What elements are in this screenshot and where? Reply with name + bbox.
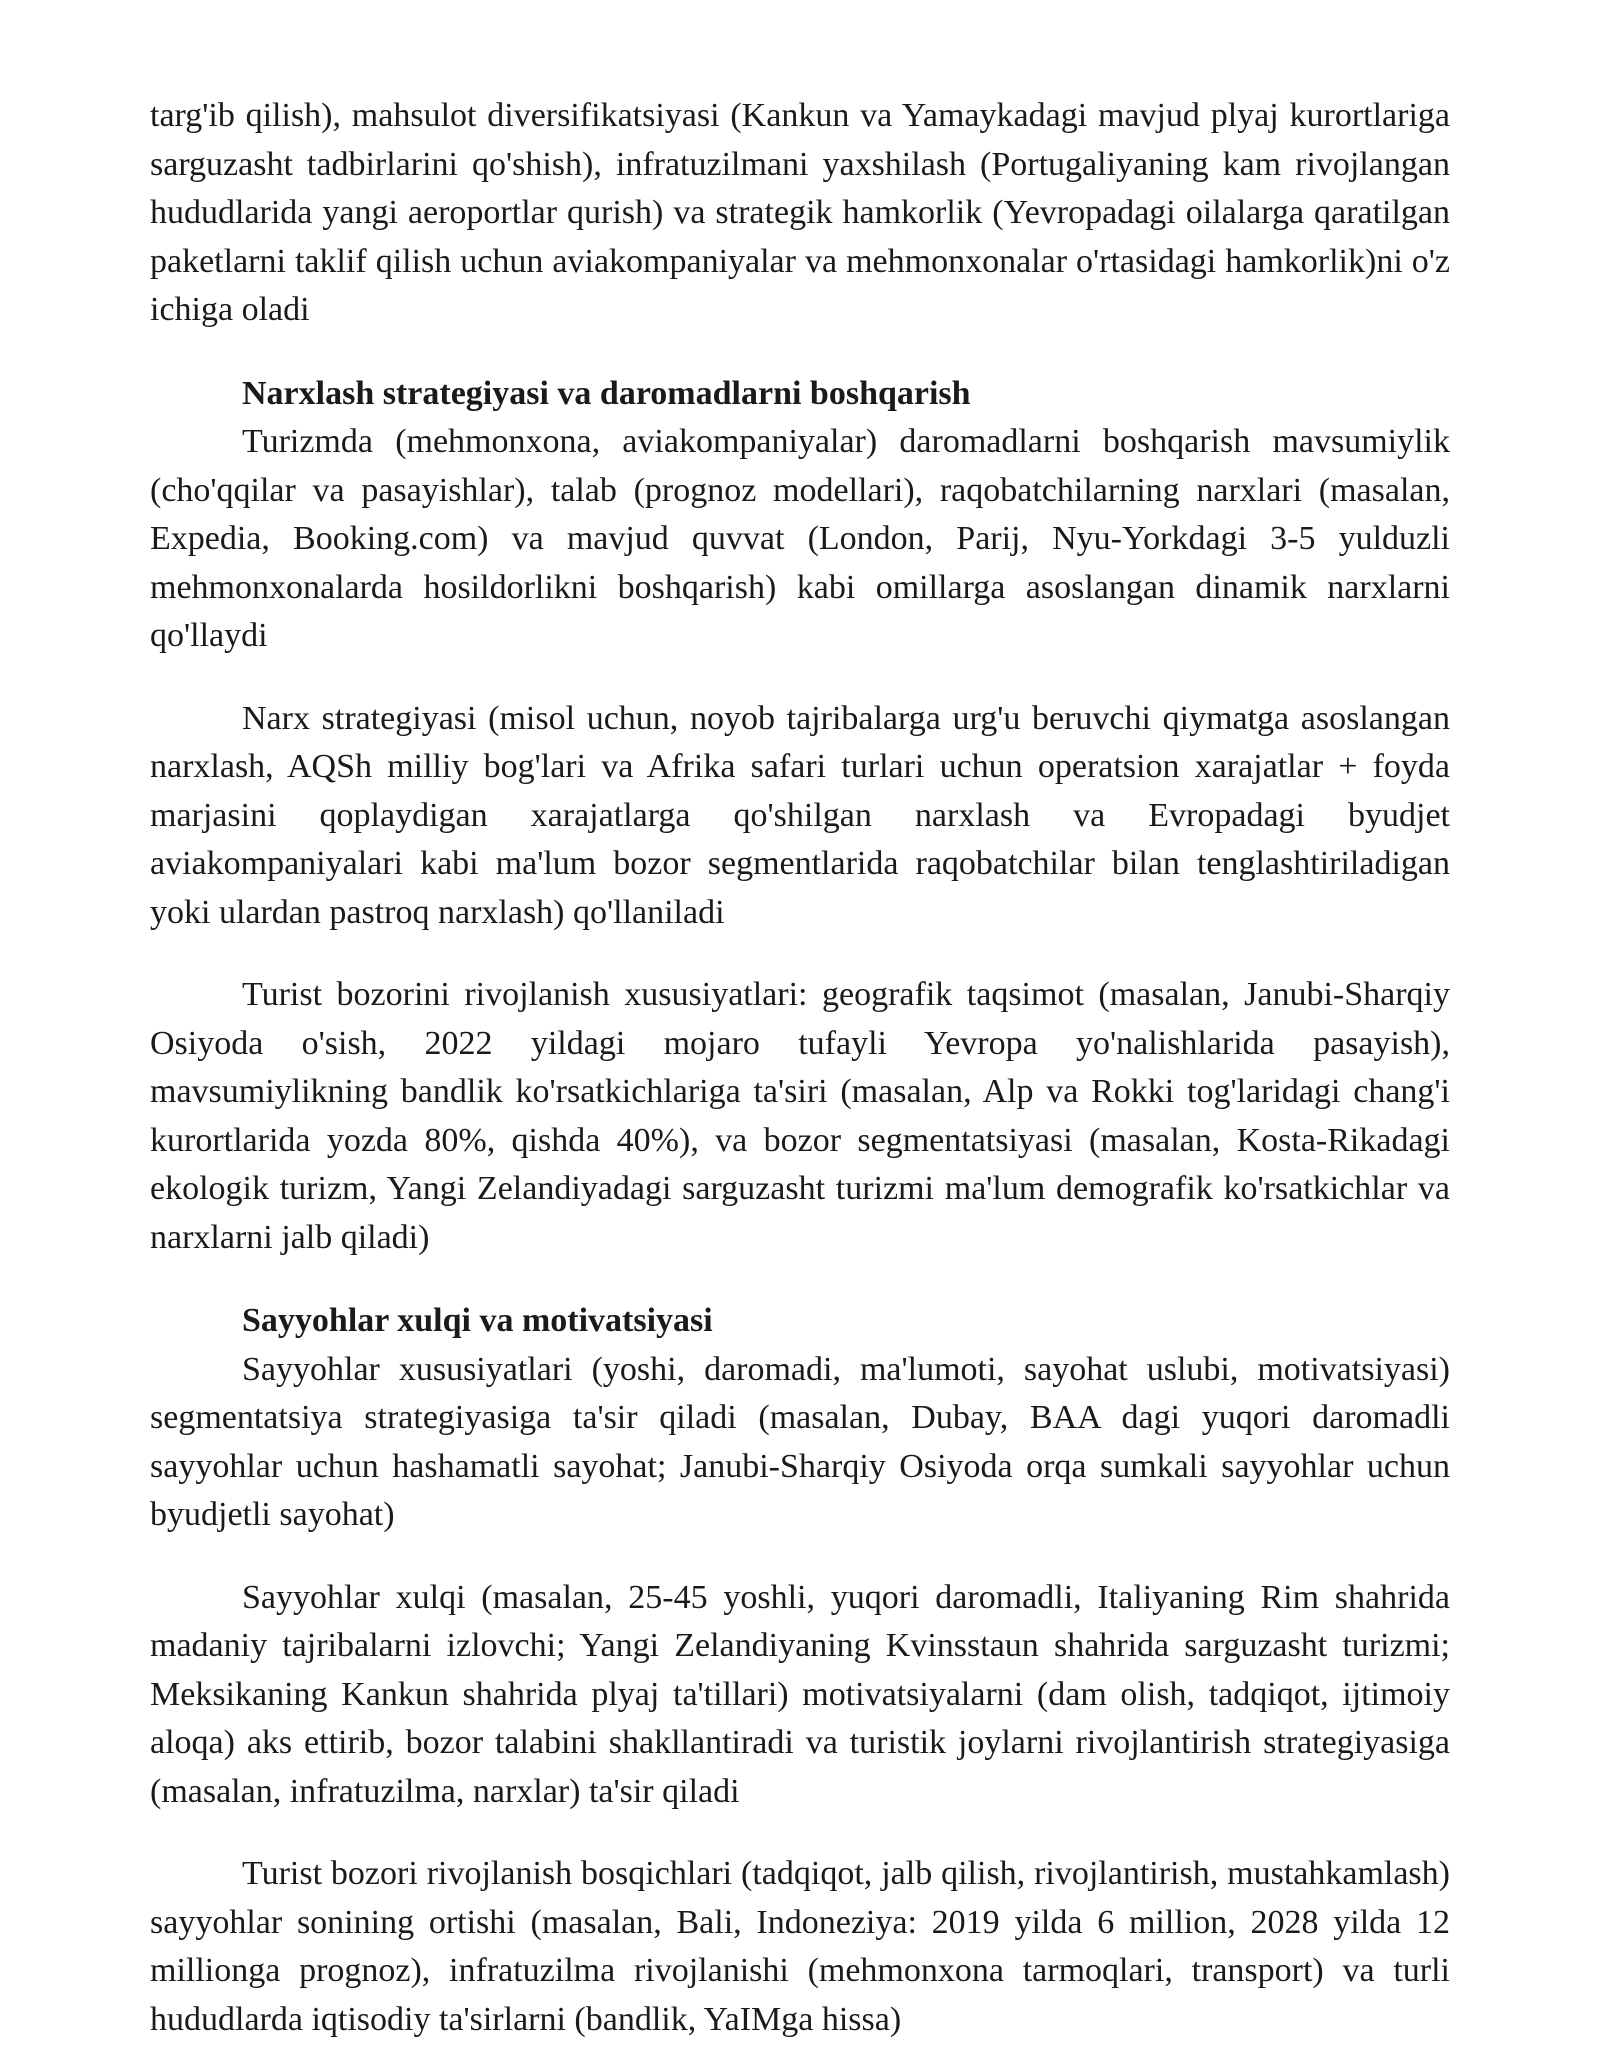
- heading-tourist-behavior: Sayyohlar xulqi va motivatsiyasi: [242, 1302, 713, 1339]
- paragraph-revenue-management: Turizmda (mehmonxona, aviakompaniyalar) daromadlarni boshqarish mavsumiylik (cho'qqilar va pasayishlar), talab (prognoz modellari), raqobatchilarning narxlari (masalan, Expedia, Booking.com) va mavjud quvvat (London, Parij, Nyu-Yorkdagi 3-5 yulduzli mehmonxonalarda hosildorlikni boshqarish) kabi omillarga asoslangan dinamik narxlarni qo'llaydi: [150, 423, 1450, 654]
- paragraph-tourist-characteristics: Sayyohlar xususiyatlari (yoshi, daromadi, ma'lumoti, sayohat uslubi, motivatsiyasi) segmentatsiya strategiyasiga ta'sir qiladi (masalan, Dubay, BAA dagi yuqori daromadli sayyohlar uchun hashamatli sayohat; Janubi-Sharqiy Osiyoda orqa sumkali sayyohlar uchun byudjetli sayohat): [150, 1350, 1450, 1533]
- paragraph-market-stages: Turist bozori rivojlanish bosqichlari (tadqiqot, jalb qilish, rivojlantirish, mustahkamlash) sayyohlar sonining ortishi (masalan, Bali, Indoneziya: 2019 yilda 6 million, 2028 yilda 12 millionga prognoz), infratuzilma rivojlanishi (mehmonxona tarmoqlari, transport) va turli hududlarda iqtisodiy ta'sirlarni (bandlik, YaIMga hissa): [150, 1855, 1450, 2038]
- paragraph-price-strategy: Narx strategiyasi (misol uchun, noyob tajribalarga urg'u beruvchi qiymatga asoslangan narxlash, AQSh milliy bog'lari va Afrika safari turlari uchun operatsion xarajatlar + foyda marjasini qoplaydigan xarajatlarga qo'shilgan narxlash va Evropadagi byudjet aviakompaniyalari kabi ma'lum bozor segmentlarida raqobatchilar bilan tenglashtiriladigan yoki ulardan pastroq narxlash) qo'llaniladi: [150, 699, 1450, 931]
- spacer: [150, 1816, 1450, 1850]
- spacer: [150, 1540, 1450, 1574]
- paragraph-market-features: Turist bozorini rivojlanish xususiyatlari: geografik taqsimot (masalan, Janubi-Sharqiy Osiyoda o'sish, 2022 yildagi mojaro tufayli Yevropa yo'nalishlarida pasayish), mavsumiylikning bandlik ko'rsatkichlariga ta'siri (masalan, Alp va Rokki tog'laridagi chang'i kurortlarida yozda 80%, qishda 40%), va bozor segmentatsiyasi (masalan, Kosta-Rikadagi ekologik turizm, Yangi Zelandiyadagi sarguzasht turizmi ma'lum demografik ko'rsatkichlar va narxlarni jalb qiladi): [150, 976, 1450, 1256]
- spacer: [150, 1262, 1450, 1297]
- paragraph-tourist-behavior: Sayyohlar xulqi (masalan, 25-45 yoshli, yuqori daromadli, Italiyaning Rim shahrida madaniy tajribalarni izlovchi; Yangi Zelandiyaning Kvinsstaun shahrida sarguzasht turizmi; Meksikaning Kankun shahrida plyaj ta'tillari) motivatsiyalarni (dam olish, tadqiqot, ijtimoiy aloqa) aks ettirib, bozor talabini shakllantiradi va turistik joylarni rivojlantirish strategiyasiga (masalan, infratuzilma, narxlar) ta'sir qiladi: [150, 1578, 1450, 1810]
- document-page: [150, 92, 1450, 2044]
- spacer: [150, 937, 1450, 971]
- spacer: [150, 335, 1450, 370]
- heading-pricing-strategy: Narxlash strategiyasi va daromadlarni boshqarish: [242, 374, 971, 412]
- paragraph-intro: targ'ib qilish), mahsulot diversifikatsiyasi (Kankun va Yamaykadagi mavjud plyaj kurortlariga sarguzasht tadbirlarini qo'shish), infratuzilmani yaxshilash (Portugaliyaning kam rivojlangan hududlarida yangi aeroportlar qurish) va strategik hamkorlik (Yevropadagi oilalarga qaratilgan paketlarni taklif qilish uchun aviakompaniyalar va mehmonxonalar o'rtasidagi hamkorlik)ni o'z ichiga oladi: [150, 97, 1450, 328]
- spacer: [150, 661, 1450, 695]
